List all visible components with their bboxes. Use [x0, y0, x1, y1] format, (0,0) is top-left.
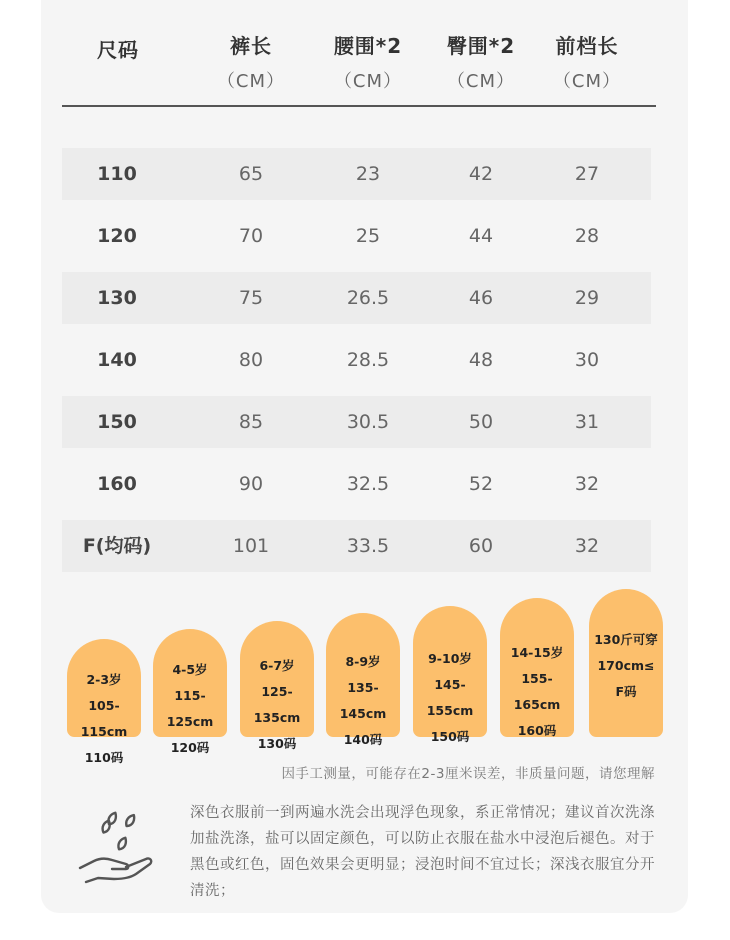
hip-cell: 46 — [468, 287, 494, 309]
age-guide-pill: 4-5岁 115-125cm 120码 — [153, 629, 227, 737]
waist-cell: 23 — [355, 163, 381, 185]
size-cell: 130 — [97, 287, 137, 309]
water-drops-hand-icon — [76, 805, 160, 885]
age-guide-pill: 2-3岁 105-115cm 110码 — [67, 639, 141, 737]
table-row — [62, 148, 651, 200]
waist-cell: 28.5 — [346, 349, 390, 371]
size-cell: 160 — [97, 473, 137, 495]
age-guide-pill: 8-9岁 135-145cm 140码 — [326, 613, 400, 737]
table-row — [62, 210, 651, 262]
length-cell: 90 — [238, 473, 264, 495]
rise-cell: 28 — [574, 225, 600, 247]
hip-cell: 44 — [468, 225, 494, 247]
length-cell: 80 — [238, 349, 264, 371]
hip-cell: 50 — [468, 411, 494, 433]
size-cell: 140 — [97, 349, 137, 371]
length-cell: 85 — [238, 411, 264, 433]
measurement-note: 因手工测量，可能存在2-3厘米误差，非质量问题，请您理解 — [281, 766, 655, 782]
rise-cell: 27 — [574, 163, 600, 185]
rise-cell: 29 — [574, 287, 600, 309]
table-header — [62, 0, 656, 106]
table-row — [62, 334, 651, 386]
age-guide-pill: 14-15岁 155-165cm 160码 — [500, 598, 574, 737]
header-divider — [62, 105, 656, 107]
care-instructions: 深色衣服前一到两遍水洗会出现浮色现象，系正常情况；建议首次洗涤加盐洗涤，盐可以固定颜色，可以防止衣服在盐水中浸泡后褪色。对于黑色或红色，固色效果会更明显；浸泡时间不宜过长；深浅衣服宜分开清洗； — [190, 805, 655, 899]
hip-cell: 48 — [468, 349, 494, 371]
waist-cell: 30.5 — [346, 411, 390, 433]
length-cell: 70 — [238, 225, 264, 247]
rise-cell: 32 — [574, 473, 600, 495]
age-guide-pill: 9-10岁 145-155cm 150码 — [413, 606, 487, 737]
size-cell: 110 — [97, 163, 137, 185]
hip-cell: 42 — [468, 163, 494, 185]
header-rise: 前档长 （CM） — [552, 34, 622, 92]
hip-cell: 60 — [468, 535, 494, 557]
header-length: 裤长 （CM） — [216, 34, 286, 92]
length-cell: 75 — [238, 287, 264, 309]
table-row — [62, 520, 651, 572]
age-guide-pill: 130斤可穿 170cm≤ F码 — [589, 589, 663, 737]
waist-cell: 32.5 — [346, 473, 390, 495]
hip-cell: 52 — [468, 473, 494, 495]
rise-cell: 32 — [574, 535, 600, 557]
size-cell: F(均码) — [82, 535, 152, 557]
size-cell: 150 — [97, 411, 137, 433]
header-hip: 臀围*2 （CM） — [446, 34, 516, 92]
table-row — [62, 396, 651, 448]
table-row — [62, 458, 651, 510]
age-guide-pill: 6-7岁 125-135cm 130码 — [240, 621, 314, 737]
waist-cell: 26.5 — [346, 287, 390, 309]
header-waist: 腰围*2 （CM） — [333, 34, 403, 92]
rise-cell: 30 — [574, 349, 600, 371]
rise-cell: 31 — [574, 411, 600, 433]
waist-cell: 25 — [355, 225, 381, 247]
length-cell: 101 — [232, 535, 270, 557]
size-cell: 120 — [97, 225, 137, 247]
table-row — [62, 272, 651, 324]
header-size: 尺码 — [97, 38, 139, 62]
length-cell: 65 — [238, 163, 264, 185]
waist-cell: 33.5 — [346, 535, 390, 557]
